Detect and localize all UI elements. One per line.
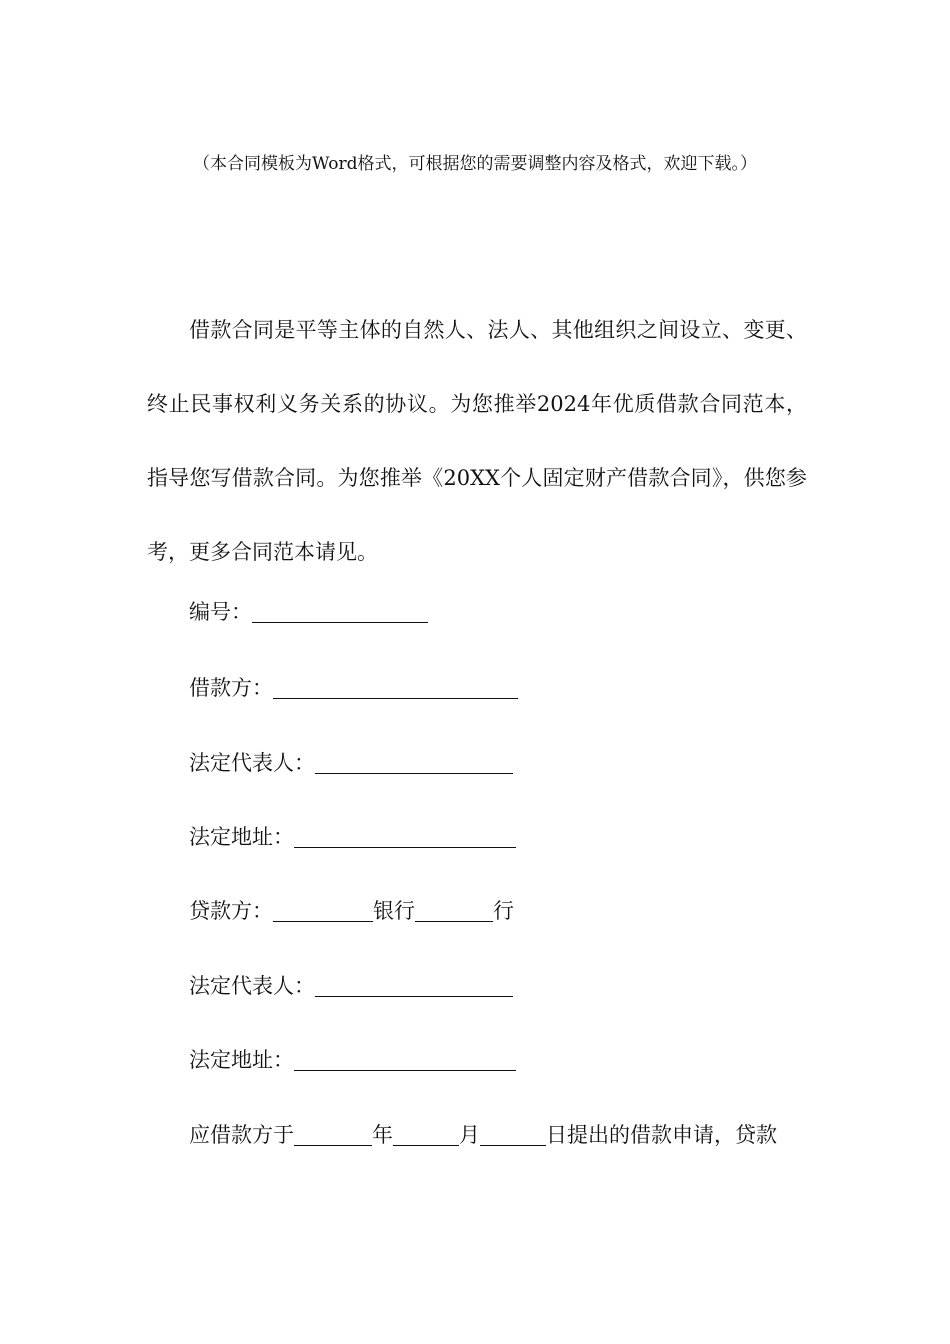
contract-number-label: 编号：	[189, 600, 252, 624]
borrower-blank	[273, 676, 518, 699]
application-clause	[189, 1115, 777, 1155]
intro-paragraph: 借款合同是平等主体的自然人、法人、其他组织之间设立、变更、终止民事权利义务关系的协议。为您推举2024年优质借款合同范本，指导您写借款合同。为您推举《20XX个人固定财产借款合同》，供您参考，更多合同范本请见。	[147, 318, 807, 564]
lender-rep-blank	[315, 974, 513, 997]
day-blank	[480, 1123, 546, 1146]
year-blank	[294, 1123, 372, 1146]
borrower-rep-label: 法定代表人：	[189, 751, 315, 775]
lender-bank-label: 银行	[373, 899, 415, 923]
lender-address-blank	[294, 1048, 516, 1071]
clause-suffix: 日提出的借款申请，贷款	[546, 1123, 777, 1147]
lender-branch-label: 行	[493, 899, 514, 923]
borrower-label: 借款方：	[189, 676, 273, 700]
lender-label: 贷款方：	[189, 899, 273, 923]
borrower-address-label: 法定地址：	[189, 825, 294, 849]
template-note: （本合同模板为Word格式，可根据您的需要调整内容及格式，欢迎下载。）	[192, 154, 758, 174]
lender-address-label: 法定地址：	[189, 1048, 294, 1072]
clause-prefix: 应借款方于	[189, 1123, 294, 1147]
lender-address-line	[189, 1040, 516, 1080]
lender-branch-blank	[415, 899, 493, 922]
borrower-rep-line	[189, 743, 513, 783]
contract-number-line	[189, 592, 428, 632]
lender-rep-label: 法定代表人：	[189, 974, 315, 998]
contract-number-blank	[252, 600, 428, 623]
month-label: 月	[459, 1123, 480, 1147]
borrower-rep-blank	[315, 751, 513, 774]
year-label: 年	[372, 1123, 393, 1147]
lender-rep-line	[189, 966, 513, 1006]
lender-line	[189, 891, 514, 931]
borrower-line	[189, 668, 518, 708]
lender-name-blank	[273, 899, 373, 922]
borrower-address-blank	[294, 825, 516, 848]
month-blank	[393, 1123, 459, 1146]
borrower-address-line	[189, 817, 516, 857]
